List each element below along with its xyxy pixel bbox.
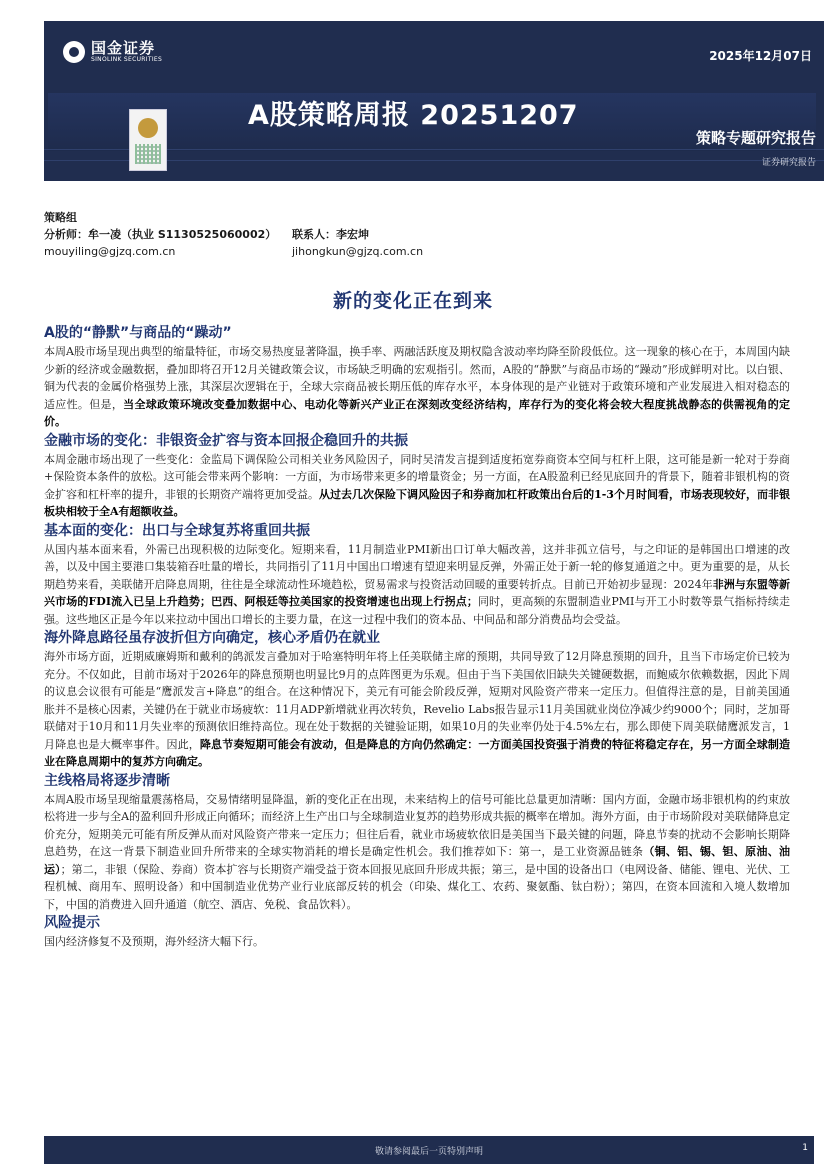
section-heading: 金融市场的变化：非银资金扩容与资本回报企稳回升的共振 [44, 432, 408, 449]
company-logo [63, 40, 162, 64]
section-heading: 主线格局将逐步清晰 [44, 772, 170, 789]
qr-pattern [135, 144, 161, 164]
section [44, 324, 790, 431]
section [44, 522, 790, 629]
logo-name-en: SINOLINK SECURITIES [91, 56, 163, 63]
report-date: 2025年12月07日 [709, 49, 812, 63]
section-paragraph: 本周A股市场呈现出典型的缩量特征，市场交易热度显著降温，换手率、两融活跃度及期权隐含波动率均降至阶段低位。这一现象的核心在于，本周国内缺少新的经济或金融数据，叠加即将召开12月关键政策会议，市场缺乏明确的宏观指引。然而，A股的“静默”与商品市场的“躁动”形成鲜明对比。以白银、铜为代表的金属价格强势上涨，其深层次逻辑在于，全球大宗商品被长期压低的库存水平，本身体现的是产业链对于政策环境和产业发展进入相对稳态的适应性。但是，当全球政策环境改变叠加数据中心、电动化等新兴产业正在深刻改变经济结构，库存行为的变化将会较大程度挑战静态的供需视角的定价。 [44, 345, 790, 428]
report-type: 策略专题研究报告 [695, 129, 816, 147]
team-name: 策略组 [44, 211, 77, 224]
section-heading: 基本面的变化：出口与全球复苏将重回共振 [44, 522, 310, 539]
page-footer [44, 1136, 814, 1164]
report-body [44, 324, 790, 952]
header-banner [44, 21, 824, 181]
section [44, 629, 790, 771]
report-title: A股策略周报 20251207 [248, 100, 579, 131]
footer-disclaimer: 敬请参阅最后一页特别声明 [374, 1147, 483, 1157]
author-block [44, 209, 424, 260]
document-title: 新的变化正在到来 [332, 290, 493, 312]
analyst-label: 分析师：牟一凌（执业 S1130525060002） [44, 228, 277, 241]
logo-name-cn: 国金证券 [91, 39, 156, 57]
section [44, 772, 790, 914]
section-paragraph: 海外市场方面，近期威廉姆斯和戴利的鸽派发言叠加对于哈塞特明年将上任美联储主席的预期，共同导致了12月降息预期的回升，且当下市场定价已较为充分。不仅如此，目前市场对于2026年的降息预期也明显比9月的点阵图更为乐观。但由于当下美国依旧缺失关键硬数据，而鲍威尔依赖数据，因此下周的议息会议很有可能是“鹰派发言+降息”的组合。在这种情况下，美元有可能会阶段反弹，短期对风险资产带来一定压力。但值得注意的是，目前美国通胀并不是核心因素，关键仍在于就业市场疲软：11月ADP新增就业再次转负，Revelio Labs报告显示11月美国就业岗位净减少约9000个；同时，芝加哥联储对于10月和11月失业率的预测依旧维持高位。现在处于数据的关键验证期，如果10月的失业率仍处于4.5%左右，那么即使下周美联储鹰派发言，1月降息也是大概率事件。因此，降息节奏短期可能会有波动，但是降息的方向仍然确定：一方面美国投资强于消费的特征将稳定存在，另一方面全球制造业在降息周期中的复苏方向确定。 [44, 650, 791, 768]
contact-label: 联系人：李宏坤 [292, 228, 369, 241]
section-heading: A股的“静默”与商品的“躁动” [44, 325, 232, 341]
report-subtype: 证券研究报告 [761, 158, 816, 168]
section-paragraph: 本周金融市场出现了一些变化：金监局下调保险公司相关业务风险因子，同时吴清发言提到适度拓宽券商资本空间与杠杆上限，这可能是新一轮对于券商+保险资本条件的放松。这可能会带来两个影响：一方面，为市场带来更多的增量资金；另一方面，在A股盈利已经见底回升的背景下，随着非银机构的资金扩容和杠杆率的提升，非银的长期资产端将更加受益。从过去几次保险下调风险因子和券商加杠杆政策出台后的1-3个月时间看，市场表现较好，而非银板块相较于全A有超额收益。 [44, 452, 790, 518]
qr-badge-icon [138, 118, 158, 138]
section-paragraph: 本周A股市场呈现缩量震荡格局，交易情绪明显降温，新的变化正在出现，未来结构上的信号可能比总量更加清晰：国内方面，金融市场非银机构的约束放松将进一步与全A的盈利回升形成正向循环；而经济上生产出口与全球制造业复苏的趋势形成共振的概率在增加。海外方面，由于市场阶段对美联储降息定价充分，短期美元可能有所反弹从而对风险资产带来一定压力；但往后看，就业市场疲软依旧是美国当下最关键的问题，降息节奏的扰动不会影响长期降息趋势，在这一背景下制造业回升所带来的全球实物消耗的增长是确定性机会。我们推荐如下：第一，是工业资源品链条（铜、铝、锡、钽、原油、油运）；第二，非银（保险、券商）资本扩容与长期资产端受益于资本回报见底回升形成共振；第三，是中国的设备出口（电网设备、储能、锂电、光伏、工程机械、商用车、照明设备）和中国制造业优势产业行业底部反转的机会（印染、煤化工、农药、聚氨酯、钛白粉）；第四，在资本回流和入境人数增加下，中国的消费进入回升通道（航空、酒店、免税、食品饮料）。 [44, 792, 791, 911]
section-paragraph: 国内经济修复不及预期，海外经济大幅下行。 [44, 935, 264, 948]
qr-code-icon [129, 109, 167, 171]
section-paragraph: 从国内基本面来看，外需已出现积极的边际变化。短期来看，11月制造业PMI新出口订单大幅改善，这并非孤立信号，与之印证的是韩国出口增速的改善，以及中国主要港口集装箱吞吐量的增长，共同指引了11月中国出口增速有望迎来明显反弹，外需正处于新一轮的修复通道之中。更为重要的是，从长期趋势来看，美联储开启降息周期，往往是全球流动性环境趋松，贸易需求与投资活动回暖的重要转折点。目前已开始初步显现：2024年非洲与东盟等新兴市场的FDI流入已呈上升趋势；巴西、阿根廷等拉美国家的投资增速也出现上行拐点；同时，更高频的东盟制造业PMI与开工小时数等景气指标持续走强。这些地区正是今年以来拉动中国出口增长的主要力量，在这一过程中我们的资本品、中间品和部分消费品均会受益。 [44, 542, 790, 626]
section-heading: 风险提示 [44, 915, 100, 931]
page-number: 1 [802, 1143, 808, 1153]
logo-icon [63, 41, 85, 63]
section-heading: 海外降息路径虽存波折但方向确定，核心矛盾仍在就业 [44, 630, 380, 646]
contact-email[interactable]: jihongkun@gjzq.com.cn [292, 245, 424, 258]
analyst-email[interactable]: mouyiling@gjzq.com.cn [44, 245, 176, 258]
section [44, 914, 790, 951]
section [44, 432, 790, 521]
